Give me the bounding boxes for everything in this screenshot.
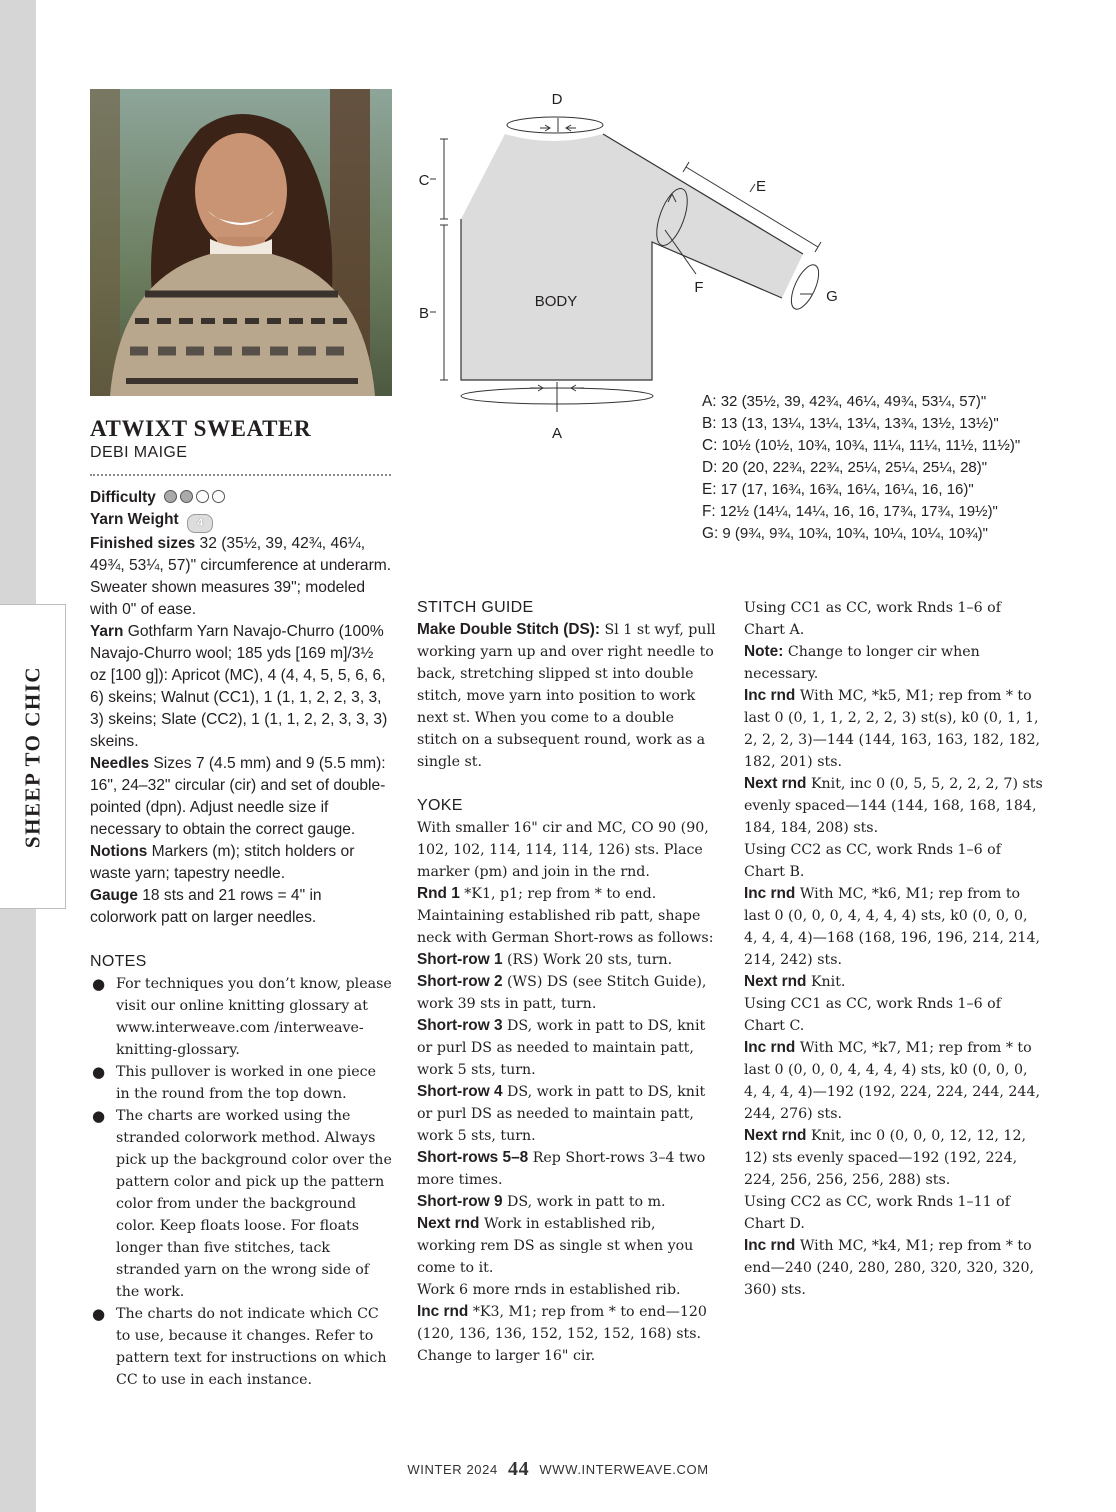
footer-site: WWW.INTERWEAVE.COM xyxy=(539,1462,709,1477)
yoke-step xyxy=(417,1015,717,1081)
yoke-step-label: Next rnd xyxy=(744,973,807,990)
yoke-step xyxy=(744,641,1044,685)
yoke-step xyxy=(744,1037,1044,1125)
pattern-designer: DEBI MAIGE xyxy=(90,444,188,461)
yarn-weight-icon: 4 xyxy=(187,514,213,533)
yoke-step xyxy=(417,1279,717,1301)
measurement-label: D: xyxy=(702,459,718,476)
page-footer xyxy=(0,1458,1116,1481)
measurement xyxy=(702,479,1102,501)
measurement xyxy=(702,501,1102,523)
yoke-step-label: Short-row 4 xyxy=(417,1083,503,1100)
spec-finished-sizes: Finished sizes 32 (35½, 39, 42¾, 46¼, 49¾, 53¼, 57)" circumference at underarm. Sweater shown measures 39"; modeled with 0" of ease. xyxy=(90,535,392,618)
yoke-step-label: Short-row 3 xyxy=(417,1017,503,1034)
measurement-label: G: xyxy=(702,525,719,542)
pattern-title: ATWIXT SWEATER xyxy=(90,416,312,441)
list-item: ● The charts do not indicate which CC to use, because it changes. Refer to pattern text for instructions on which CC to use in each instance. xyxy=(92,1305,387,1388)
yoke-heading: YOKE xyxy=(417,797,463,814)
yoke-step-text: DS, work in patt to DS, knit or purl DS as needed to maintain patt, work 5 sts, turn. xyxy=(417,1018,706,1078)
yoke-step-text: Knit, inc 0 (0, 5, 5, 2, 2, 2, 7) sts evenly spaced—144 (144, 168, 168, 184, 184, 184, 208) sts. xyxy=(744,776,1043,836)
footer-issue: WINTER 2024 xyxy=(407,1462,498,1477)
yoke-step-text: Using CC1 as CC, work Rnds 1–6 of Chart A. xyxy=(744,600,1001,638)
measurements-list xyxy=(702,391,1102,545)
measurement-text: 20 (20, 22¾, 22¾, 25¼, 25¼, 25¼, 28)" xyxy=(717,459,988,476)
list-item: ● This pullover is worked in one piece in the round from the top down. xyxy=(92,1063,376,1102)
spec-yarn: Yarn Gothfarm Yarn Navajo-Churro (100% Navajo-Churro wool; 185 yds [169 m]/3½ oz [100 g]): Apricot (MC), 4 (4, 4, 5, 5, 6, 6, 6) skeins; Walnut (CC1), 1 (1, 1, 2, 2, 3, 3, 3) skeins; Slate (CC2), 1 (1, 1, 2, 2, 3, 3, 3) skeins. xyxy=(90,623,388,750)
difficulty-label: Difficulty xyxy=(90,489,156,506)
yoke-step-label: Inc rnd xyxy=(744,687,796,704)
instructions-column-3 xyxy=(744,597,1044,1301)
yoke-step xyxy=(417,1345,717,1367)
yoke-step xyxy=(744,1191,1044,1235)
model-photo-image xyxy=(90,89,392,396)
yoke-step-text: *K3, M1; rep from * to end—120 (120, 136, 136, 152, 152, 152, 168) sts. xyxy=(417,1304,707,1342)
measurement xyxy=(702,391,1102,413)
stitch-guide-item: Make Double Stitch (DS): Sl 1 st wyf, pull working yarn up and over right needle to back, stretching slipped st into double stitch, move yarn into position to work next st. When you come to a double stitch on a subsequent round, work as a single st. xyxy=(417,621,716,770)
measurement xyxy=(702,413,1102,435)
yarn-weight-label: Yarn Weight xyxy=(90,511,179,528)
spec-gauge: Gauge 18 sts and 21 rows = 4" in colorwork patt on larger needles. xyxy=(90,887,322,926)
yoke-step xyxy=(744,839,1044,883)
yoke-step-text: (WS) DS (see Stitch Guide), work 39 sts in patt, turn. xyxy=(417,974,707,1012)
d-measure-ellipse xyxy=(507,117,603,133)
yoke-step-label: Short-row 1 xyxy=(417,951,503,968)
measurement-label: C: xyxy=(702,437,718,454)
yoke-step-text: *K1, p1; rep from * to end. Maintaining established rib patt, shape neck with German Short-rows as follows: xyxy=(417,886,714,946)
measurement-label: B: xyxy=(702,415,717,432)
spec-notions: Notions Markers (m); stitch holders or waste yarn; tapestry needle. xyxy=(90,843,355,882)
label-c: C xyxy=(418,172,430,189)
list-item: ● For techniques you don’t know, please visit our online knitting glossary at www.interweave.com /interweave-knitting-glossary. xyxy=(92,975,392,1058)
yoke-step-text: DS, work in patt to DS, knit or purl DS as needed to maintain patt, work 5 sts, turn. xyxy=(417,1084,706,1144)
yoke-step xyxy=(417,1301,717,1345)
yoke-step-label: Short-row 2 xyxy=(417,973,503,990)
yoke-step-label: Inc rnd xyxy=(744,1237,796,1254)
measurement-label: A: xyxy=(702,393,717,410)
difficulty-dot-icon xyxy=(212,490,225,503)
yoke-step-label: Short-rows 5–8 xyxy=(417,1149,529,1166)
yoke-step xyxy=(744,883,1044,971)
yoke-step-text: Work in established rib, working rem DS as single st when you come to it. xyxy=(417,1216,694,1276)
yoke-step xyxy=(417,1213,717,1279)
yoke-step-text: Using CC2 as CC, work Rnds 1–6 of Chart B. xyxy=(744,842,1001,880)
yoke-step-text: With MC, *k6, M1; rep from to last 0 (0, 0, 0, 4, 4, 4, 4) sts, k0 (0, 0, 0, 4, 4, 4, 4)—168 (168, 196, 196, 214, 214, 214, 242) sts. xyxy=(744,886,1040,968)
label-g: G xyxy=(826,288,838,305)
yoke-step-text: Change to larger 16" cir. xyxy=(417,1348,596,1364)
yoke-step-text: (RS) Work 20 sts, turn. xyxy=(502,952,673,968)
yoke-step-text: With smaller 16" cir and MC, CO 90 (90, 102, 102, 114, 114, 114, 126) sts. Place marker (pm) and join in the rnd. xyxy=(417,820,709,880)
yoke-step-label: Inc rnd xyxy=(417,1303,469,1320)
bullet-icon: ● xyxy=(92,1305,106,1323)
yoke-step-text: Knit, inc 0 (0, 0, 0, 12, 12, 12, 12) sts evenly spaced—192 (192, 224, 224, 256, 256, 256, 288) sts. xyxy=(744,1128,1026,1188)
measurement-text: 13 (13, 13¼, 13¼, 13¼, 13¾, 13½, 13½)" xyxy=(716,415,999,432)
bullet-icon: ● xyxy=(92,1107,106,1125)
body-label: BODY xyxy=(534,293,578,310)
label-e: E xyxy=(755,178,767,195)
yoke-step xyxy=(417,883,717,949)
yoke-step xyxy=(744,597,1044,641)
section-tab xyxy=(0,604,66,909)
instructions-column-2 xyxy=(417,597,717,1367)
measurement-label: E: xyxy=(702,481,717,498)
yoke-instructions xyxy=(417,817,717,1367)
label-a: A xyxy=(551,425,563,442)
yoke-step-text: With MC, *k7, M1; rep from * to last 0 (0, 0, 0, 4, 4, 4, 4) sts, k0 (0, 0, 0, 4, 4, 4, 4)—192 (192, 224, 224, 244, 244, 244, 276) sts. xyxy=(744,1040,1040,1122)
yoke-step-text: Using CC1 as CC, work Rnds 1–6 of Chart C. xyxy=(744,996,1001,1034)
page-number: 44 xyxy=(508,1458,530,1480)
yoke-step xyxy=(744,685,1044,773)
yoke-step-text: Using CC2 as CC, work Rnds 1–11 of Chart D. xyxy=(744,1194,1010,1232)
yoke-step-label: Next rnd xyxy=(417,1215,480,1232)
yoke-step-text: Change to longer cir when necessary. xyxy=(744,644,980,682)
yoke-step xyxy=(417,949,717,971)
yoke-step-label: Inc rnd xyxy=(744,885,796,902)
yoke-step xyxy=(417,1147,717,1191)
yoke-step xyxy=(417,1081,717,1147)
measurement-text: 17 (17, 16¾, 16¾, 16¼, 16¼, 16, 16)" xyxy=(716,481,974,498)
label-b: B xyxy=(418,305,430,322)
yarn-weight-row xyxy=(90,509,392,533)
model-photo xyxy=(90,89,392,396)
difficulty-dot-icon xyxy=(196,490,209,503)
difficulty-dot-icon xyxy=(164,490,177,503)
yoke-step-label: Next rnd xyxy=(744,775,807,792)
difficulty-row xyxy=(90,487,392,509)
measurement-text: 10½ (10½, 10¾, 10¾, 11¼, 11¼, 11½, 11½)" xyxy=(717,437,1021,454)
yoke-step-text: DS, work in patt to m. xyxy=(502,1194,666,1210)
label-d: D xyxy=(551,91,563,108)
divider xyxy=(90,474,391,476)
list-item: ● The charts are worked using the stranded colorwork method. Always pick up the background color over the pattern color and pick up the pattern color from under the background color. Keep floats loose. For floats longer than five stitches, tack stranded yarn on the wrong side of the work. xyxy=(92,1107,392,1300)
yoke-step xyxy=(744,773,1044,839)
yoke-step xyxy=(744,971,1044,993)
yoke-step-text: With MC, *k5, M1; rep from * to last 0 (0, 1, 1, 2, 2, 2, 3) st(s), k0 (0, 1, 1, 2, 2, 2, 3)—144 (144, 163, 163, 182, 182, 182, 201) sts. xyxy=(744,688,1040,770)
difficulty-dot-icon xyxy=(180,490,193,503)
measurement-text: 12½ (14¼, 14¼, 16, 16, 17¾, 17¾, 19½)" xyxy=(715,503,998,520)
measurement-text: 32 (35½, 39, 42¾, 46¼, 49¾, 53¼, 57)" xyxy=(716,393,987,410)
bullet-icon: ● xyxy=(92,1063,106,1081)
spec-needles: Needles Sizes 7 (4.5 mm) and 9 (5.5 mm): 16", 24–32" circular (cir) and set of double-pointed (dpn). Adjust needle size if necessary to obtain the correct gauge. xyxy=(90,755,386,838)
yoke-step xyxy=(744,1235,1044,1301)
yoke-step xyxy=(417,971,717,1015)
label-f: F xyxy=(694,279,704,296)
difficulty-rating xyxy=(164,489,228,506)
yoke-step-text: Knit. xyxy=(806,974,846,990)
yoke-step xyxy=(744,993,1044,1037)
notes-heading: NOTES xyxy=(90,953,147,970)
yoke-step-text: Rep Short-rows 3–4 two more times. xyxy=(417,1150,706,1188)
bullet-icon: ● xyxy=(92,975,106,993)
yoke-step-label: Inc rnd xyxy=(744,1039,796,1056)
measurement xyxy=(702,457,1102,479)
yoke-step xyxy=(744,1125,1044,1191)
measurement xyxy=(702,523,1102,545)
yoke-step-label: Short-row 9 xyxy=(417,1193,503,1210)
yoke-step-label: Next rnd xyxy=(744,1127,807,1144)
schematic-body-shape xyxy=(461,134,803,380)
pattern-specs xyxy=(90,487,392,1391)
section-tab-label: SHEEP TO CHIC xyxy=(20,665,44,848)
yoke-step-text: With MC, *k4, M1; rep from * to end—240 (240, 280, 280, 320, 320, 320, 360) sts. xyxy=(744,1238,1035,1298)
yoke-step xyxy=(417,817,717,883)
stitch-guide-heading: STITCH GUIDE xyxy=(417,599,534,616)
yoke-step xyxy=(417,1191,717,1213)
measurement xyxy=(702,435,1102,457)
notes-list xyxy=(90,973,392,1391)
yoke-step-text: Work 6 more rnds in established rib. xyxy=(417,1282,681,1298)
yoke-step-label: Note: xyxy=(744,643,784,660)
yoke-step-label: Rnd 1 xyxy=(417,885,460,902)
measurement-text: 9 (9¾, 9¾, 10¾, 10¾, 10¼, 10¼, 10¾)" xyxy=(718,525,988,542)
measurement-label: F: xyxy=(702,503,716,520)
